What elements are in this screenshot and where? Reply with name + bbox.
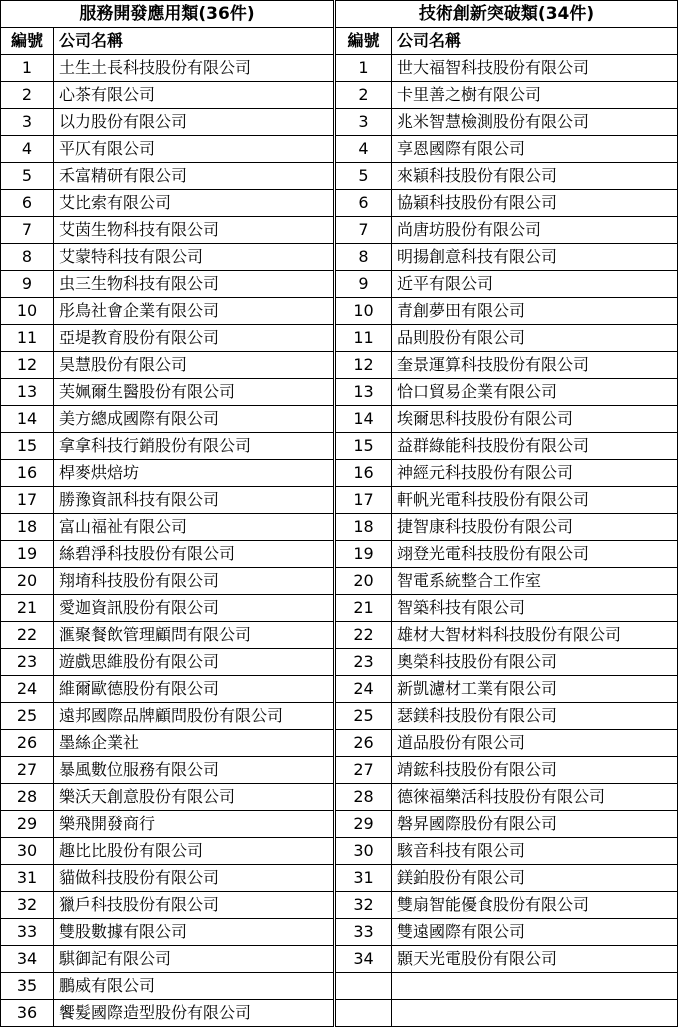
right-company-name: 神經元科技股份有限公司 [392, 460, 678, 487]
left-company-name: 趣比比股份有限公司 [54, 838, 334, 865]
left-company-name: 彤鳥社會企業有限公司 [54, 298, 334, 325]
right-title: 技術創新突破類(34件) [336, 1, 678, 28]
left-title: 服務開發應用類(36件) [1, 1, 334, 28]
left-company-name: 樂沃天創意股份有限公司 [54, 784, 334, 811]
left-row-number: 9 [1, 271, 54, 298]
table-row [1, 298, 678, 325]
right-row-number: 2 [336, 82, 392, 109]
left-company-name: 桿麥烘焙坊 [54, 460, 334, 487]
right-row-number: 24 [336, 676, 392, 703]
right-company-name: 尚唐坊股份有限公司 [392, 217, 678, 244]
left-row-number: 5 [1, 163, 54, 190]
left-company-name: 騏御記有限公司 [54, 946, 334, 973]
table-row [1, 379, 678, 406]
table-row [1, 676, 678, 703]
left-row-number: 19 [1, 541, 54, 568]
left-row-number: 11 [1, 325, 54, 352]
right-company-name: 鎂鉑股份有限公司 [392, 865, 678, 892]
right-row-number: 23 [336, 649, 392, 676]
right-empty-cell [336, 1000, 392, 1027]
left-company-name: 艾茵生物科技有限公司 [54, 217, 334, 244]
right-company-name: 新凱濾材工業有限公司 [392, 676, 678, 703]
left-company-name: 饗髮國際造型股份有限公司 [54, 1000, 334, 1027]
table-row [1, 811, 678, 838]
right-company-name: 埃爾思科技股份有限公司 [392, 406, 678, 433]
right-row-number: 19 [336, 541, 392, 568]
right-row-number: 31 [336, 865, 392, 892]
right-row-number: 14 [336, 406, 392, 433]
table-row [1, 271, 678, 298]
left-row-number: 8 [1, 244, 54, 271]
left-row-number: 3 [1, 109, 54, 136]
left-row-number: 30 [1, 838, 54, 865]
right-row-number: 11 [336, 325, 392, 352]
left-row-number: 25 [1, 703, 54, 730]
right-company-name: 智電系統整合工作室 [392, 568, 678, 595]
right-col-number-header: 編號 [336, 28, 392, 55]
table-row [1, 163, 678, 190]
left-row-number: 26 [1, 730, 54, 757]
left-company-name: 樂飛開發商行 [54, 811, 334, 838]
left-row-number: 20 [1, 568, 54, 595]
table-row [1, 514, 678, 541]
right-row-number: 22 [336, 622, 392, 649]
table-row [1, 325, 678, 352]
right-row-number: 8 [336, 244, 392, 271]
left-company-name: 心茶有限公司 [54, 82, 334, 109]
table-title-row [1, 1, 678, 28]
left-col-name-header: 公司名稱 [54, 28, 334, 55]
left-company-name: 滙聚餐飲管理顧問有限公司 [54, 622, 334, 649]
left-row-number: 17 [1, 487, 54, 514]
right-row-number: 20 [336, 568, 392, 595]
right-row-number: 7 [336, 217, 392, 244]
table-row [1, 838, 678, 865]
table-row [1, 919, 678, 946]
table-row [1, 55, 678, 82]
right-row-number: 16 [336, 460, 392, 487]
left-row-number: 6 [1, 190, 54, 217]
left-company-name: 亞堤教育股份有限公司 [54, 325, 334, 352]
left-company-name: 艾比索有限公司 [54, 190, 334, 217]
left-company-name: 禾富精研有限公司 [54, 163, 334, 190]
left-row-number: 22 [1, 622, 54, 649]
left-company-name: 勝豫資訊科技有限公司 [54, 487, 334, 514]
left-company-name: 鵬威有限公司 [54, 973, 334, 1000]
right-row-number: 27 [336, 757, 392, 784]
left-row-number: 16 [1, 460, 54, 487]
right-row-number: 28 [336, 784, 392, 811]
right-company-name: 兆米智慧檢測股份有限公司 [392, 109, 678, 136]
right-company-name: 卡里善之樹有限公司 [392, 82, 678, 109]
left-company-name: 雙股數據有限公司 [54, 919, 334, 946]
table-row [1, 460, 678, 487]
left-company-name: 美方總成國際有限公司 [54, 406, 334, 433]
table-row [1, 1000, 678, 1027]
left-row-number: 1 [1, 55, 54, 82]
right-company-name: 近平有限公司 [392, 271, 678, 298]
left-row-number: 21 [1, 595, 54, 622]
right-company-name: 德徠福樂活科技股份有限公司 [392, 784, 678, 811]
right-company-name: 智築科技有限公司 [392, 595, 678, 622]
right-empty-cell [336, 973, 392, 1000]
right-row-number: 15 [336, 433, 392, 460]
right-row-number: 17 [336, 487, 392, 514]
left-company-name: 遠邦國際品牌顧問股份有限公司 [54, 703, 334, 730]
left-row-number: 12 [1, 352, 54, 379]
right-company-name: 瑟鎂科技股份有限公司 [392, 703, 678, 730]
left-company-name: 翔堉科技股份有限公司 [54, 568, 334, 595]
left-col-number-header: 編號 [1, 28, 54, 55]
right-company-name: 捷智康科技股份有限公司 [392, 514, 678, 541]
left-row-number: 35 [1, 973, 54, 1000]
left-company-name: 墨絲企業社 [54, 730, 334, 757]
right-row-number: 34 [336, 946, 392, 973]
left-row-number: 18 [1, 514, 54, 541]
table-row [1, 568, 678, 595]
left-company-name: 富山福祉有限公司 [54, 514, 334, 541]
table-row [1, 865, 678, 892]
left-row-number: 33 [1, 919, 54, 946]
left-company-name: 暴風數位服務有限公司 [54, 757, 334, 784]
right-row-number: 12 [336, 352, 392, 379]
right-company-name: 恰口貿易企業有限公司 [392, 379, 678, 406]
right-row-number: 33 [336, 919, 392, 946]
table-row [1, 973, 678, 1000]
left-row-number: 36 [1, 1000, 54, 1027]
right-company-name: 軒帆光電科技股份有限公司 [392, 487, 678, 514]
table-row [1, 892, 678, 919]
right-row-number: 32 [336, 892, 392, 919]
left-company-name: 虫三生物科技有限公司 [54, 271, 334, 298]
left-row-number: 4 [1, 136, 54, 163]
table-row [1, 541, 678, 568]
left-company-name: 以力股份有限公司 [54, 109, 334, 136]
right-company-name: 雄材大智材料科技股份有限公司 [392, 622, 678, 649]
table-row [1, 730, 678, 757]
table-header-row [1, 28, 678, 55]
table-row [1, 622, 678, 649]
right-company-name: 來穎科技股份有限公司 [392, 163, 678, 190]
table-row [1, 757, 678, 784]
right-row-number: 29 [336, 811, 392, 838]
right-row-number: 30 [336, 838, 392, 865]
right-row-number: 3 [336, 109, 392, 136]
table-row [1, 406, 678, 433]
right-company-name: 青創夢田有限公司 [392, 298, 678, 325]
table-row [1, 190, 678, 217]
table-row [1, 946, 678, 973]
right-company-name: 益群綠能科技股份有限公司 [392, 433, 678, 460]
left-row-number: 29 [1, 811, 54, 838]
table-row [1, 244, 678, 271]
right-company-name: 駭音科技有限公司 [392, 838, 678, 865]
right-row-number: 9 [336, 271, 392, 298]
right-company-name: 雙遠國際有限公司 [392, 919, 678, 946]
left-row-number: 15 [1, 433, 54, 460]
right-company-name: 奧榮科技股份有限公司 [392, 649, 678, 676]
left-company-name: 愛迦資訊股份有限公司 [54, 595, 334, 622]
right-row-number: 5 [336, 163, 392, 190]
right-row-number: 4 [336, 136, 392, 163]
right-empty-cell [392, 1000, 678, 1027]
table-row [1, 217, 678, 244]
right-row-number: 18 [336, 514, 392, 541]
left-company-name: 遊戲思維股份有限公司 [54, 649, 334, 676]
left-row-number: 27 [1, 757, 54, 784]
right-company-name: 協穎科技股份有限公司 [392, 190, 678, 217]
right-company-name: 享恩國際有限公司 [392, 136, 678, 163]
left-row-number: 7 [1, 217, 54, 244]
left-row-number: 24 [1, 676, 54, 703]
left-company-name: 土生土長科技股份有限公司 [54, 55, 334, 82]
left-company-name: 艾蒙特科技有限公司 [54, 244, 334, 271]
left-company-name: 獵戶科技股份有限公司 [54, 892, 334, 919]
table-row [1, 433, 678, 460]
left-row-number: 34 [1, 946, 54, 973]
right-company-name: 磐昇國際股份有限公司 [392, 811, 678, 838]
left-company-name: 拿拿科技行銷股份有限公司 [54, 433, 334, 460]
right-company-name: 奎景運算科技股份有限公司 [392, 352, 678, 379]
right-company-name: 道品股份有限公司 [392, 730, 678, 757]
left-row-number: 2 [1, 82, 54, 109]
left-company-name: 平仄有限公司 [54, 136, 334, 163]
table-row [1, 595, 678, 622]
left-company-name: 芙姵爾生醫股份有限公司 [54, 379, 334, 406]
right-row-number: 13 [336, 379, 392, 406]
left-row-number: 13 [1, 379, 54, 406]
left-company-name: 維爾歐德股份有限公司 [54, 676, 334, 703]
table-row [1, 82, 678, 109]
right-company-name: 靖鋐科技股份有限公司 [392, 757, 678, 784]
left-company-name: 昊慧股份有限公司 [54, 352, 334, 379]
right-company-name: 雙扇智能優食股份有限公司 [392, 892, 678, 919]
table-row [1, 487, 678, 514]
left-row-number: 32 [1, 892, 54, 919]
table-row [1, 109, 678, 136]
table-row [1, 136, 678, 163]
left-row-number: 14 [1, 406, 54, 433]
right-empty-cell [392, 973, 678, 1000]
left-company-name: 絲碧淨科技股份有限公司 [54, 541, 334, 568]
right-company-name: 世大福智科技股份有限公司 [392, 55, 678, 82]
left-row-number: 28 [1, 784, 54, 811]
right-row-number: 25 [336, 703, 392, 730]
right-col-name-header: 公司名稱 [392, 28, 678, 55]
left-row-number: 23 [1, 649, 54, 676]
right-row-number: 10 [336, 298, 392, 325]
table-row [1, 784, 678, 811]
table-row [1, 649, 678, 676]
right-company-name: 明揚創意科技有限公司 [392, 244, 678, 271]
right-row-number: 6 [336, 190, 392, 217]
right-row-number: 1 [336, 55, 392, 82]
right-row-number: 21 [336, 595, 392, 622]
table-row [1, 352, 678, 379]
right-company-name: 顥天光電股份有限公司 [392, 946, 678, 973]
left-row-number: 31 [1, 865, 54, 892]
right-row-number: 26 [336, 730, 392, 757]
right-company-name: 品則股份有限公司 [392, 325, 678, 352]
right-company-name: 翊登光電科技股份有限公司 [392, 541, 678, 568]
left-row-number: 10 [1, 298, 54, 325]
table-row [1, 703, 678, 730]
left-company-name: 貓做科技股份有限公司 [54, 865, 334, 892]
